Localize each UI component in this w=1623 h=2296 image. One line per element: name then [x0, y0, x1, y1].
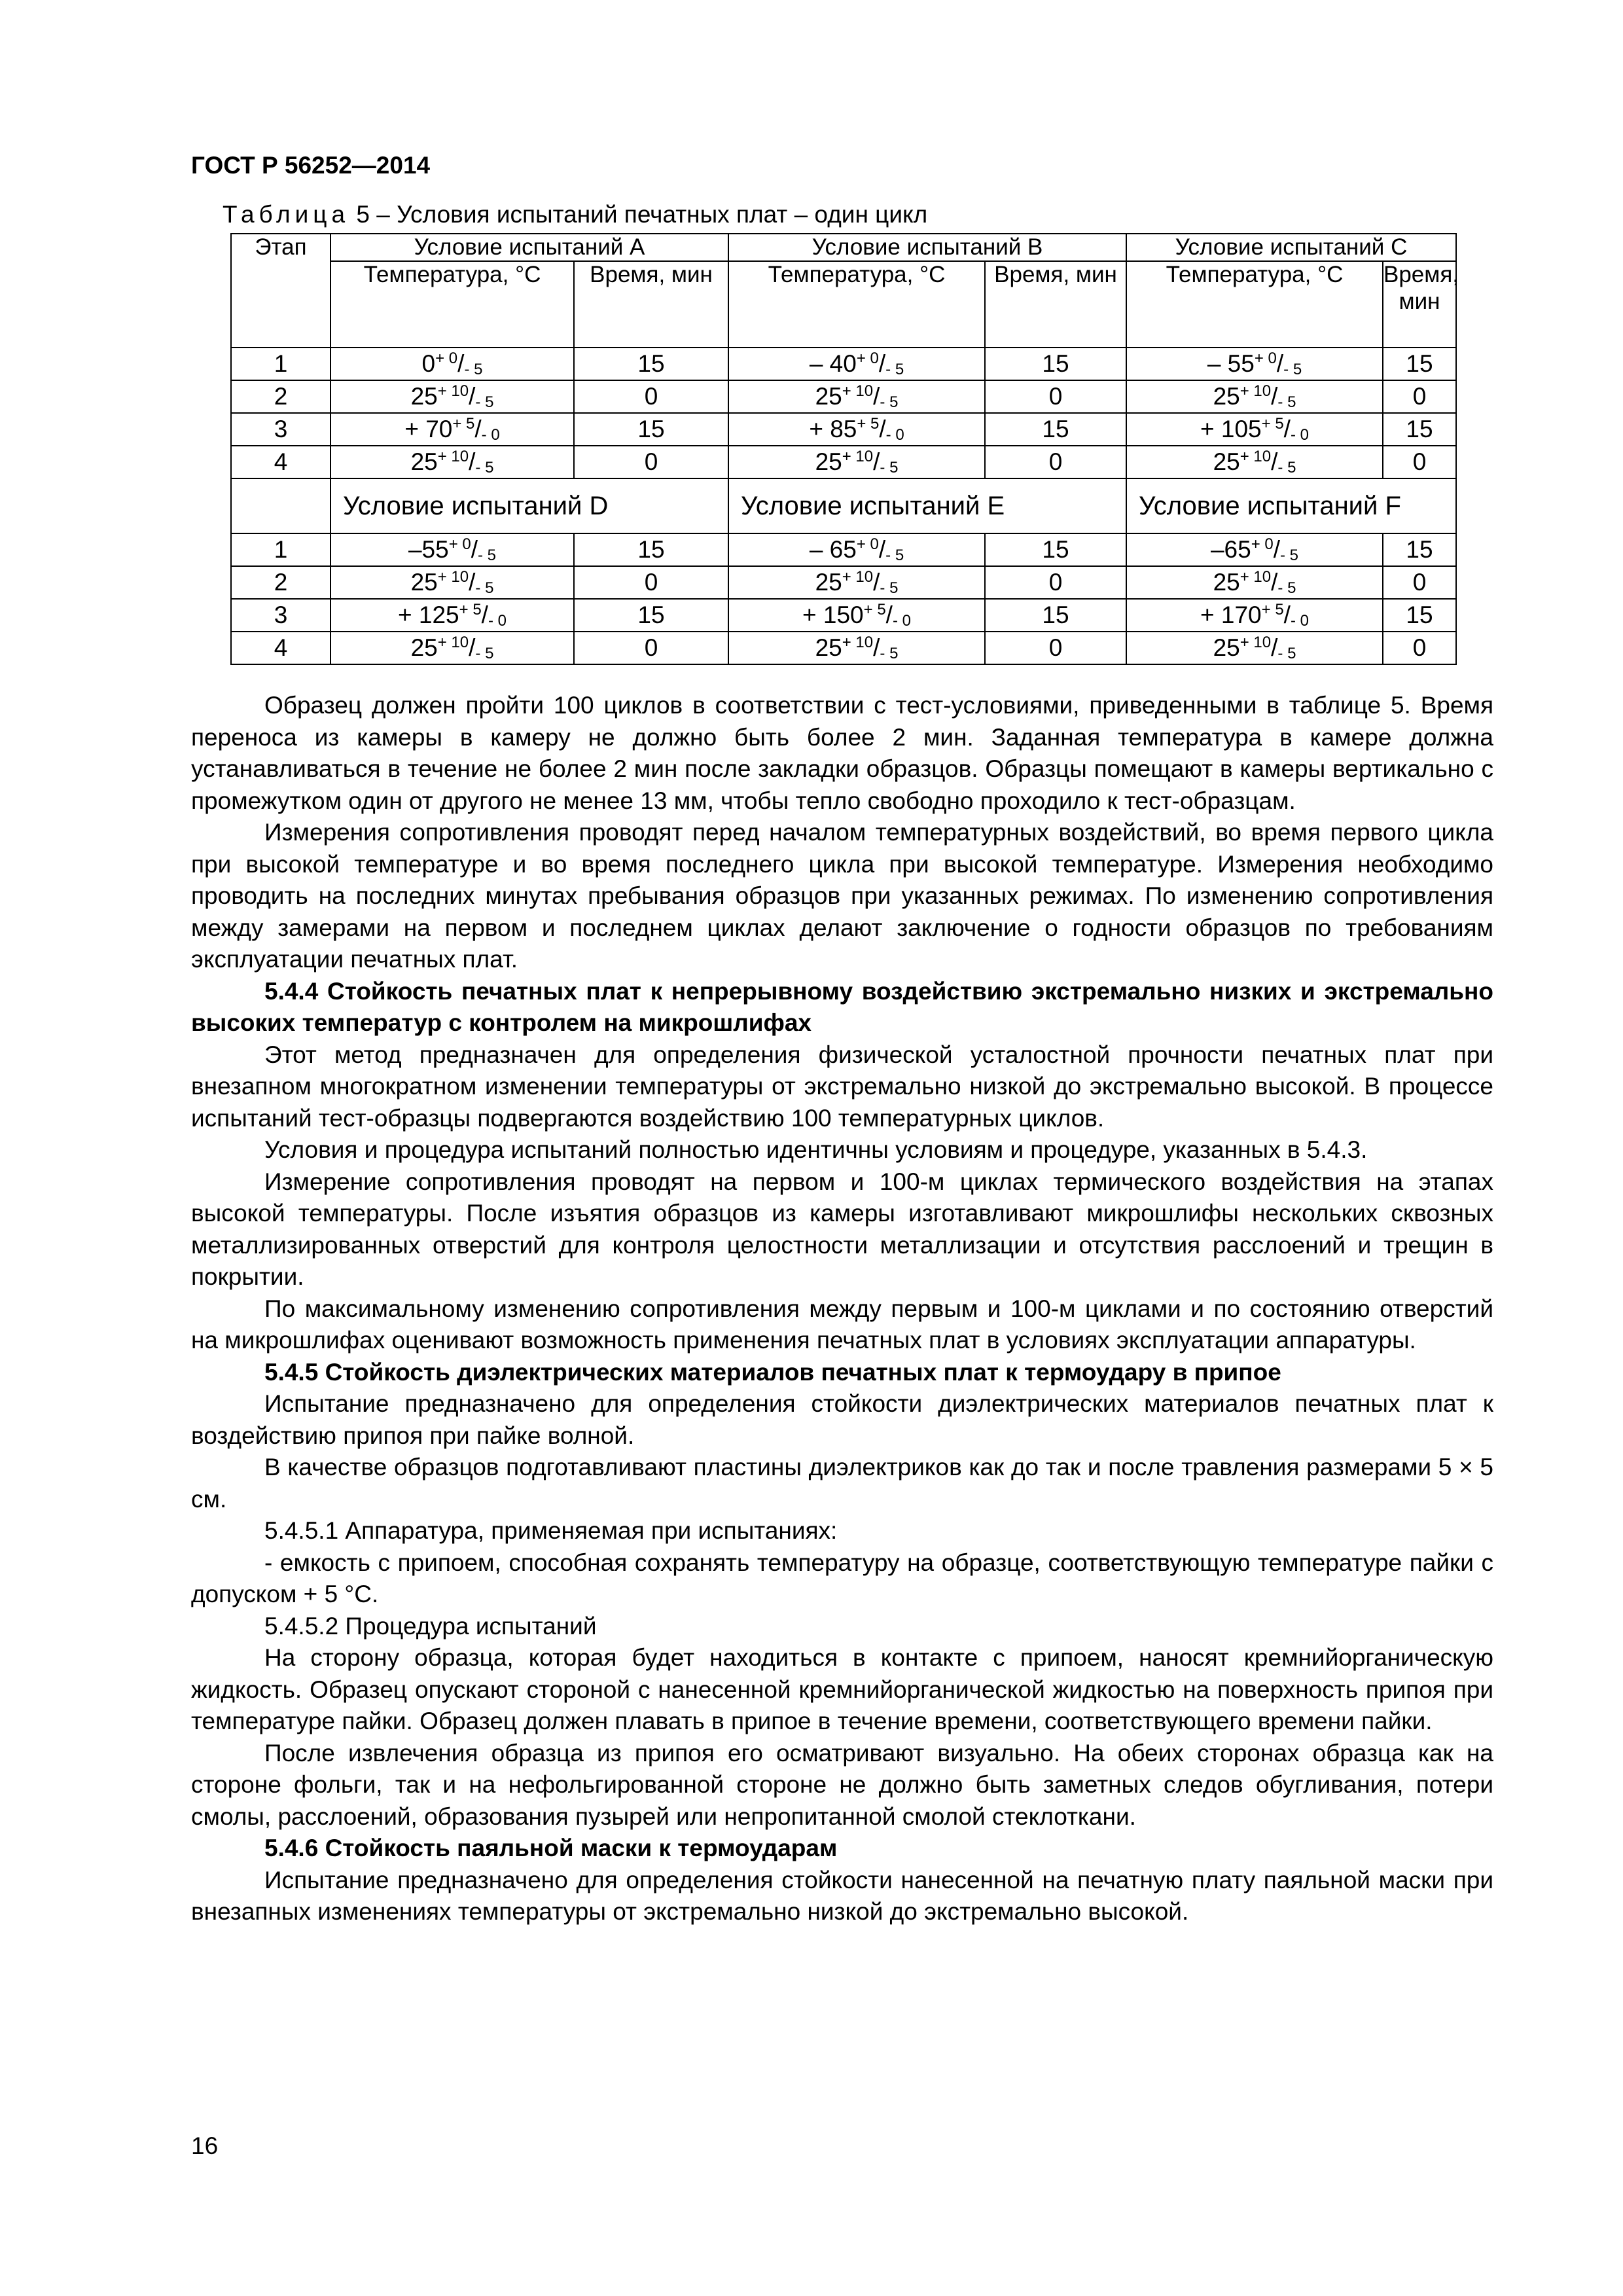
- temperature-cell: $25^{+ 10}/_{- 5}$: [330, 632, 574, 664]
- temperature-value: + 70: [404, 416, 453, 443]
- time-cell: 15: [574, 348, 728, 380]
- lower-tolerance: - 0: [481, 425, 500, 444]
- temperature-cell: $25^{+ 10}/_{- 5}$: [1126, 632, 1383, 664]
- upper-tolerance: + 5: [1261, 415, 1284, 433]
- upper-tolerance: + 0: [856, 350, 879, 368]
- upper-tolerance: + 10: [1240, 568, 1272, 586]
- temperature-cell: $25^{+ 10}/_{- 5}$: [330, 566, 574, 599]
- upper-tolerance: + 10: [842, 448, 874, 466]
- time-cell: 15: [574, 599, 728, 632]
- paragraph: Испытание предназначено для определения стойкости нанесенной на печатную плату паяльной маски при внезапных изменениях температуры от экстремально низкой до экстремально высокой.: [191, 1866, 1493, 1925]
- time-cell: 15: [1383, 348, 1456, 380]
- upper-tolerance: + 10: [1240, 634, 1272, 652]
- upper-tolerance: + 5: [857, 415, 880, 433]
- document-header: ГОСТ Р 56252—2014: [191, 152, 431, 179]
- temperature-cell: + $105^{+ 5}/_{- 0}$: [1126, 413, 1383, 446]
- time-header: Время, мин: [1383, 261, 1456, 348]
- temperature-cell: $25^{+ 10}/_{- 5}$: [728, 380, 985, 413]
- body-text: [191, 690, 1493, 1928]
- test-conditions-table: [230, 233, 1457, 665]
- table-row: [231, 566, 1456, 599]
- temperature-header: Температура, °С: [728, 261, 985, 348]
- group1-rows: [231, 348, 1456, 478]
- temperature-cell: $-55^{+ 0}/_{- 5}$: [330, 533, 574, 566]
- upper-tolerance: + 10: [437, 448, 469, 466]
- temperature-cell: + $125^{+ 5}/_{- 0}$: [330, 599, 574, 632]
- time-cell: 15: [985, 413, 1126, 446]
- table-row: [231, 348, 1456, 380]
- time-cell: 0: [985, 566, 1126, 599]
- stage-cell: 4: [231, 446, 330, 478]
- paragraph: Измерения сопротивления проводят перед началом температурных воздействий, во время первого цикла при высокой температуре и во время последнего цикла при высокой температуре. Измерения необходимо проводить на последних минутах пребывания образцов при указанных режимах. По изменению сопротивления между замерами на первом и последнем циклах делают заключение о годности образцов по требованиям эксплуатации печатных плат.: [191, 819, 1493, 973]
- lower-tolerance: - 5: [1280, 546, 1299, 564]
- section-heading: 5.4.5 Стойкость диэлектрических материалов печатных плат к термоудару в припое: [264, 1358, 1281, 1386]
- time-cell: 0: [1383, 566, 1456, 599]
- table-row: [231, 380, 1456, 413]
- temperature-value: 25: [815, 634, 842, 662]
- time-cell: 0: [985, 632, 1126, 664]
- temperature-value: + 85: [809, 416, 857, 443]
- table-row: [231, 413, 1456, 446]
- lower-tolerance: - 5: [475, 579, 494, 597]
- temperature-header: Температура, °С: [1126, 261, 1383, 348]
- lower-tolerance: - 0: [1290, 611, 1309, 630]
- paragraph: По максимальному изменению сопротивления между первым и 100-м циклами и по состоянию отверстий на микрошлифах оценивают возможность применения печатных плат в условиях эксплуатации аппаратуры.: [191, 1295, 1493, 1354]
- stage-cell: 4: [231, 632, 330, 664]
- temperature-header: Температура, °С: [330, 261, 574, 348]
- temperature-cell: $25^{+ 10}/_{- 5}$: [1126, 380, 1383, 413]
- table-row: [231, 632, 1456, 664]
- paragraph: В качестве образцов подготавливают пластины диэлектриков как до так и после травления размерами 5 × 5 см.: [191, 1454, 1493, 1513]
- upper-tolerance: + 5: [452, 415, 475, 433]
- temperature-cell: $25^{+ 10}/_{- 5}$: [728, 446, 985, 478]
- temperature-value: 25: [410, 383, 438, 410]
- time-cell: 0: [574, 566, 728, 599]
- lower-tolerance: - 5: [1283, 360, 1302, 378]
- table-row: [231, 599, 1456, 632]
- temperature-value: – 40: [809, 350, 857, 378]
- temperature-cell: $25^{+ 10}/_{- 5}$: [1126, 446, 1383, 478]
- upper-tolerance: + 0: [856, 535, 879, 554]
- temperature-cell: – $55^{+ 0}/_{- 5}$: [1126, 348, 1383, 380]
- table-caption-word: Таблица: [223, 201, 350, 228]
- lower-tolerance: - 5: [475, 644, 494, 662]
- time-cell: 15: [985, 599, 1126, 632]
- temperature-cell: $-65^{+ 0}/_{- 5}$: [1126, 533, 1383, 566]
- temperature-cell: $25^{+ 10}/_{- 5}$: [330, 446, 574, 478]
- lower-tolerance: - 0: [1290, 425, 1309, 444]
- lower-tolerance: - 0: [488, 611, 507, 630]
- temperature-value: 25: [815, 569, 842, 596]
- lower-tolerance: - 5: [475, 458, 494, 476]
- stage-cell: 2: [231, 566, 330, 599]
- time-header: Время, мин: [574, 261, 728, 348]
- condition-b-header: Условие испытаний B: [728, 234, 1126, 261]
- time-cell: 15: [1383, 533, 1456, 566]
- temperature-value: 25: [1213, 448, 1240, 476]
- upper-tolerance: + 5: [1261, 601, 1284, 619]
- time-cell: 15: [574, 413, 728, 446]
- upper-tolerance: + 10: [842, 382, 874, 401]
- temperature-value: 25: [1213, 634, 1240, 662]
- temperature-cell: $25^{+ 10}/_{- 5}$: [728, 632, 985, 664]
- time-cell: 0: [1383, 632, 1456, 664]
- lower-tolerance: - 5: [1277, 458, 1296, 476]
- paragraph: Условия и процедура испытаний полностью идентичны условиям и процедуре, указанных в 5.4.3.: [264, 1136, 1368, 1163]
- time-cell: 0: [574, 380, 728, 413]
- lower-tolerance: - 5: [880, 458, 899, 476]
- temperature-value: + 125: [398, 601, 459, 629]
- lower-tolerance: - 5: [885, 360, 904, 378]
- table-row: [231, 533, 1456, 566]
- temperature-value: 25: [410, 569, 438, 596]
- upper-tolerance: + 10: [437, 568, 469, 586]
- page-number: 16: [191, 2132, 219, 2159]
- upper-tolerance: + 0: [1251, 535, 1274, 554]
- temperature-cell: – $40^{+ 0}/_{- 5}$: [728, 348, 985, 380]
- lower-tolerance: - 0: [885, 425, 904, 444]
- temperature-value: + 170: [1200, 601, 1262, 629]
- table-row: [231, 446, 1456, 478]
- paragraph: - емкость с припоем, способная сохранять температуру на образце, соответствующую температуре пайки с допуском + 5 °С.: [191, 1549, 1493, 1607]
- stage-cell: 3: [231, 413, 330, 446]
- temperature-cell: + $170^{+ 5}/_{- 0}$: [1126, 599, 1383, 632]
- paragraph: 5.4.5.1 Аппаратура, применяемая при испытаниях:: [264, 1517, 838, 1544]
- temperature-value: 25: [1213, 383, 1240, 410]
- blank-stage-cell: [231, 478, 330, 533]
- paragraph: На сторону образца, которая будет находиться в контакте с припоем, наносят кремнийорганическую жидкость. Образец опускают стороной с нанесенной кремнийорганической жидкостью на поверхность припоя при температуре пайки. Образец должен плавать в припое в течение времени, соответствующего времени пайки.: [191, 1644, 1493, 1734]
- time-cell: 0: [985, 446, 1126, 478]
- paragraph: Измерение сопротивления проводят на первом и 100-м циклах термического воздействия на этапах высокой температуры. После изъятия образцов из камеры изготавливают микрошлифы нескольких сквозных металлизированных отверстий для контроля целостности металлизации и отсутствия расслоений и трещин в покрытии.: [191, 1168, 1493, 1290]
- upper-tolerance: + 0: [448, 535, 471, 554]
- upper-tolerance: + 10: [1240, 382, 1272, 401]
- temperature-value: + 150: [802, 601, 864, 629]
- table-caption: [223, 201, 927, 228]
- temperature-value: 0: [421, 350, 436, 378]
- stage-cell: 1: [231, 533, 330, 566]
- upper-tolerance: + 10: [1240, 448, 1272, 466]
- temperature-value: – 65: [809, 536, 857, 564]
- upper-tolerance: + 5: [459, 601, 482, 619]
- table-caption-text: 5 – Условия испытаний печатных плат – один цикл: [349, 201, 928, 228]
- time-cell: 0: [574, 632, 728, 664]
- temperature-value: –55: [408, 536, 449, 564]
- upper-tolerance: + 5: [863, 601, 886, 619]
- temperature-cell: $0^{+ 0}/_{- 5}$: [330, 348, 574, 380]
- lower-tolerance: - 5: [885, 546, 904, 564]
- upper-tolerance: + 10: [842, 568, 874, 586]
- paragraph: После извлечения образца из припоя его осматривают визуально. На обеих сторонах образца как на стороне фольги, так и на нефольгированной стороне не должно быть заметных следов обугливания, потери смолы, расслоений, образования пузырей или непропитанной смолой стеклоткани.: [191, 1739, 1493, 1830]
- stage-cell: 2: [231, 380, 330, 413]
- temperature-cell: + $85^{+ 5}/_{- 0}$: [728, 413, 985, 446]
- condition-c-header: Условие испытаний C: [1126, 234, 1456, 261]
- temperature-cell: $25^{+ 10}/_{- 5}$: [728, 566, 985, 599]
- upper-tolerance: + 10: [437, 382, 469, 401]
- time-cell: 15: [985, 533, 1126, 566]
- section-heading: 5.4.4 Стойкость печатных плат к непрерывному воздействию экстремально низких и экстремально высоких температур с контролем на микрошлифах: [191, 977, 1493, 1036]
- group2-rows: [231, 533, 1456, 664]
- paragraph: Этот метод предназначен для определения физической усталостной прочности печатных плат при внезапном многократном изменении температуры от экстремально низкой до экстремально высокой. В процессе испытаний тест-образцы подвергаются воздействию 100 температурных циклов.: [191, 1041, 1493, 1132]
- lower-tolerance: - 5: [880, 579, 899, 597]
- stage-cell: 3: [231, 599, 330, 632]
- paragraph: Испытание предназначено для определения стойкости диэлектрических материалов печатных плат к воздействию припоя при пайке волной.: [191, 1390, 1493, 1449]
- temperature-cell: $25^{+ 10}/_{- 5}$: [1126, 566, 1383, 599]
- lower-tolerance: - 5: [1277, 393, 1296, 411]
- lower-tolerance: - 5: [475, 393, 494, 411]
- time-cell: 15: [1383, 413, 1456, 446]
- lower-tolerance: - 5: [880, 393, 899, 411]
- upper-tolerance: + 0: [1254, 350, 1277, 368]
- temperature-cell: – $65^{+ 0}/_{- 5}$: [728, 533, 985, 566]
- time-cell: 15: [1383, 599, 1456, 632]
- time-header: Время, мин: [985, 261, 1126, 348]
- temperature-cell: + $70^{+ 5}/_{- 0}$: [330, 413, 574, 446]
- lower-tolerance: - 0: [892, 611, 911, 630]
- condition-d-header: Условие испытаний D: [330, 478, 728, 533]
- stage-header: Этап: [231, 234, 330, 348]
- upper-tolerance: + 10: [437, 634, 469, 652]
- condition-f-header: Условие испытаний F: [1126, 478, 1456, 533]
- condition-a-header: Условие испытаний A: [330, 234, 728, 261]
- temperature-value: –65: [1210, 536, 1251, 564]
- temperature-value: – 55: [1207, 350, 1255, 378]
- lower-tolerance: - 5: [1277, 579, 1296, 597]
- temperature-value: 25: [815, 448, 842, 476]
- section-heading: 5.4.6 Стойкость паяльной маски к термоударам: [264, 1835, 838, 1861]
- upper-tolerance: + 0: [435, 350, 458, 368]
- lower-tolerance: - 5: [478, 546, 497, 564]
- time-cell: 0: [1383, 380, 1456, 413]
- stage-cell: 1: [231, 348, 330, 380]
- paragraph: Образец должен пройти 100 циклов в соответствии с тест-условиями, приведенными в таблице 5. Время переноса из камеры в камеру не должно быть более 2 мин. Заданная температура в камере должна устанавливаться в течение не более 2 мин после закладки образцов. Образцы помещают в камеры вертикально с промежутком один от другого не менее 13 мм, чтобы тепло свободно проходило к тест-образцам.: [191, 692, 1493, 814]
- time-cell: 15: [985, 348, 1126, 380]
- temperature-value: 25: [410, 448, 438, 476]
- paragraph: 5.4.5.2 Процедура испытаний: [264, 1612, 597, 1640]
- temperature-value: 25: [1213, 569, 1240, 596]
- temperature-value: + 105: [1200, 416, 1262, 443]
- time-cell: 0: [1383, 446, 1456, 478]
- lower-tolerance: - 5: [880, 644, 899, 662]
- lower-tolerance: - 5: [464, 360, 483, 378]
- temperature-value: 25: [410, 634, 438, 662]
- temperature-cell: $25^{+ 10}/_{- 5}$: [330, 380, 574, 413]
- temperature-cell: + $150^{+ 5}/_{- 0}$: [728, 599, 985, 632]
- upper-tolerance: + 10: [842, 634, 874, 652]
- lower-tolerance: - 5: [1277, 644, 1296, 662]
- time-cell: 0: [574, 446, 728, 478]
- temperature-value: 25: [815, 383, 842, 410]
- time-cell: 15: [574, 533, 728, 566]
- condition-e-header: Условие испытаний E: [728, 478, 1126, 533]
- time-cell: 0: [985, 380, 1126, 413]
